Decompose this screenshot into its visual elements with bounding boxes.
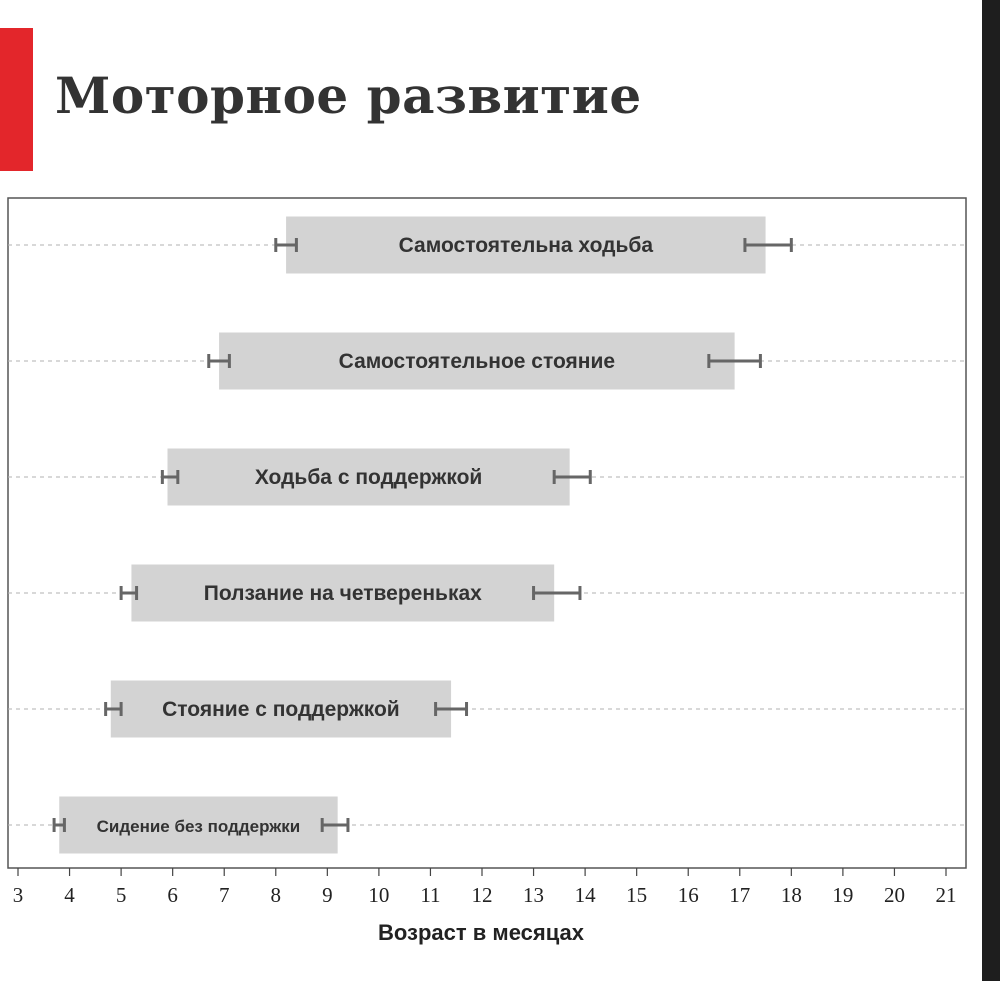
- bar-label: Ползание на четвереньках: [203, 582, 482, 605]
- bar-label: Ходьба с поддержкой: [254, 466, 483, 489]
- x-tick-label: 10: [368, 883, 390, 907]
- x-tick-label: 4: [64, 883, 75, 907]
- x-tick-label: 9: [322, 883, 333, 907]
- x-tick-label: 18: [780, 883, 802, 907]
- x-tick-label: 3: [12, 883, 24, 907]
- bar-label: Стояние с поддержкой: [162, 698, 400, 721]
- bar-label: Самостоятельна ходьба: [398, 234, 654, 257]
- bar-label: Сидение без поддержки: [96, 817, 301, 836]
- plot-frame: [8, 198, 966, 868]
- title-accent-bar: [0, 28, 33, 171]
- x-tick-label: 8: [270, 883, 282, 907]
- x-tick-label: 11: [420, 883, 441, 907]
- x-tick-label: 16: [677, 883, 699, 907]
- x-tick-label: 13: [523, 883, 545, 907]
- x-axis-label: Возраст в месяцах: [378, 920, 584, 945]
- motor-development-chart: [0, 190, 982, 960]
- x-tick-label: 7: [218, 883, 230, 907]
- x-tick-label: 21: [935, 883, 957, 907]
- x-tick-label: 17: [729, 883, 751, 907]
- grid-lines: [8, 245, 966, 825]
- x-tick-label: 14: [574, 883, 596, 907]
- x-tick-label: 6: [167, 883, 178, 907]
- x-axis: [13, 868, 957, 907]
- bars-layer: [54, 217, 791, 854]
- bar-label: Самостоятельное стояние: [338, 350, 616, 373]
- x-tick-label: 15: [626, 883, 648, 907]
- x-tick-label: 5: [115, 883, 127, 907]
- x-tick-label: 20: [883, 883, 905, 907]
- x-tick-label: 19: [832, 883, 854, 907]
- page-title: Моторное развитие: [55, 66, 642, 125]
- x-tick-label: 12: [471, 883, 493, 907]
- right-edge-strip: [982, 0, 1000, 981]
